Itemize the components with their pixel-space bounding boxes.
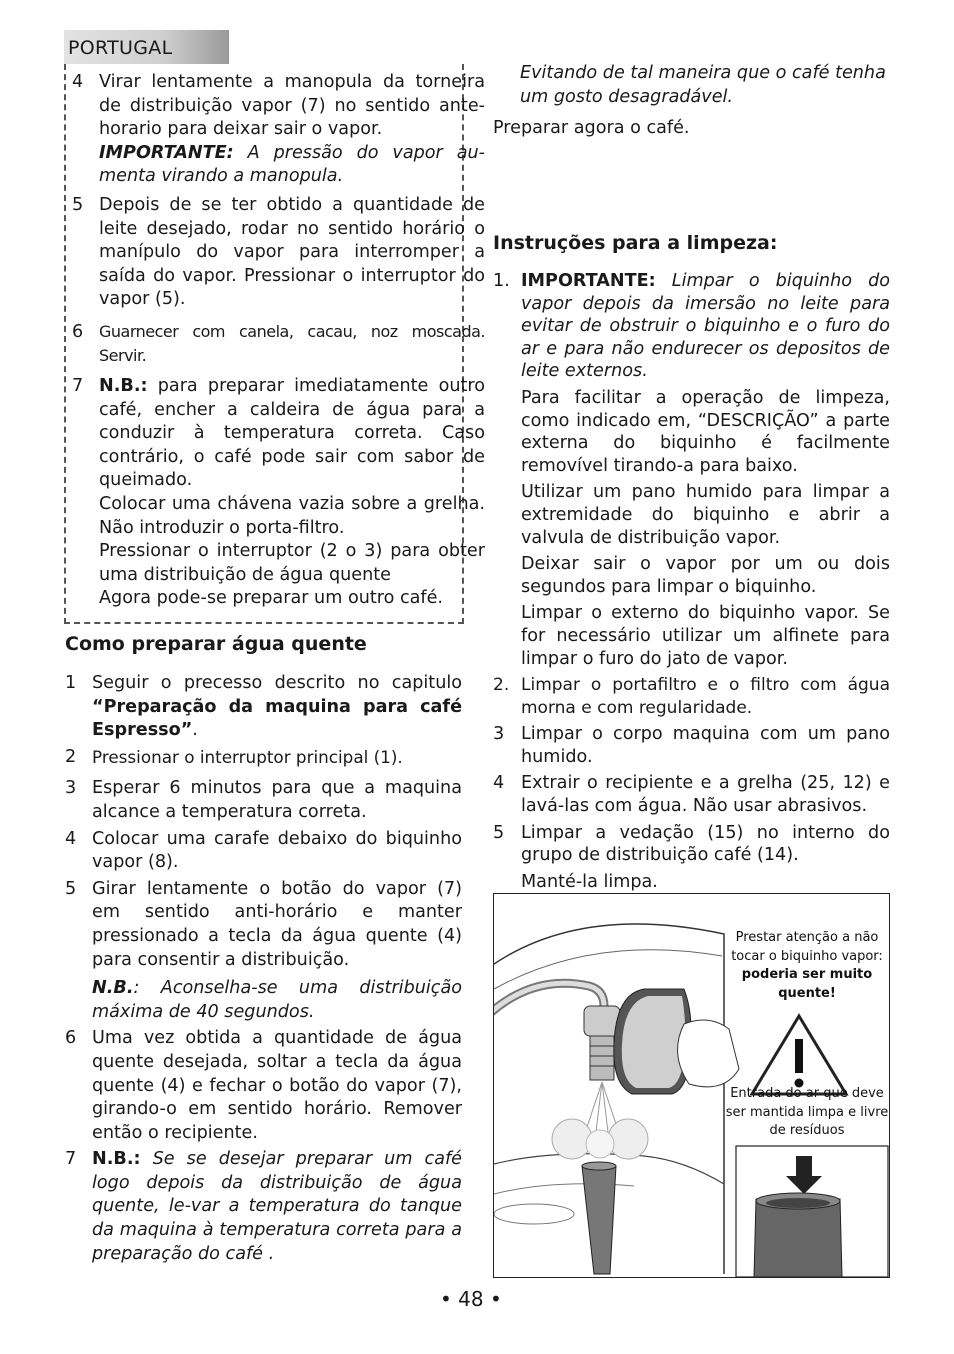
milk-steps-box: [64, 64, 485, 624]
important-text: A pressão do vapor au-menta virando a manopula.: [99, 142, 485, 187]
item-text: Depois de se ter obtido a quantidade de leite desejado, rodar no sentido horário o manípulo do vapor para interromper a saída do vapor. Pressionar o interruptor do vapor (5).: [99, 195, 485, 310]
list-item: [65, 1148, 462, 1266]
list-item: [64, 71, 485, 189]
list-item: [493, 822, 890, 894]
list-item: [493, 270, 890, 670]
item-text: Limpar a vedação (15) no interno do grupo de distribuição café (14).: [521, 822, 890, 866]
item-number: 6: [72, 322, 84, 342]
list-item: [65, 1027, 462, 1145]
item-text: Esperar 6 minutos para que a maquina alcance a temperatura correta.: [92, 778, 462, 822]
caption-air-inlet: Entrada do ar que deve ser mantida limpa e livre de resíduos: [725, 1086, 889, 1138]
item-text: Guarnecer com canela, cacau, noz moscada. Servir.: [99, 322, 485, 365]
list-item: [493, 772, 890, 817]
cleaning-list: [493, 270, 890, 893]
nb-text: : Aconselha-se uma distribuição máxima de 40 segundos.: [92, 978, 462, 1022]
chapter-ref: “Preparação da maquina para café Espresso”: [92, 696, 462, 741]
caption-bold: poderia ser muito quente!: [741, 967, 873, 1001]
caption-warning: [726, 929, 888, 1003]
list-item: [64, 320, 485, 368]
item-number: 4: [65, 828, 77, 849]
important-text: Limpar o biquinho do vapor depois da imersão no leite para evitar de obstruir o biquinho e o furo do ar e para não endurecer os depositos de leite externos.: [521, 271, 890, 382]
item-number: 4: [72, 72, 84, 92]
item-paragraph: Manté-la limpa.: [521, 871, 658, 892]
important-label: IMPORTANTE:: [99, 142, 234, 163]
section-heading: Como preparar água quente: [65, 633, 367, 655]
list-item: [65, 828, 462, 875]
list-item: [65, 878, 462, 1025]
nb-label: N.B.: [92, 978, 134, 999]
item-text: Colocar uma carafe debaixo do biquinho vapor (8).: [92, 828, 462, 873]
list-item: [493, 723, 890, 768]
item-number: 7: [65, 1149, 77, 1170]
hot-water-section: [65, 633, 462, 657]
item-paragraph: Colocar uma chávena vazia sobre a grelha. Não introduzir o porta-filtro.: [99, 493, 485, 538]
item-number: 7: [72, 376, 84, 396]
nb-label: N.B.:: [99, 376, 148, 396]
nb-text: para preparar imediatamente outro café, encher a caldeira de água para a conduzir à temperatura correta. Caso contrário, o café pode sair com sabor de queimado.: [99, 376, 485, 491]
item-number: 5: [493, 822, 505, 843]
item-number: 2: [65, 746, 77, 767]
cleaning-illustration: [493, 893, 890, 1278]
list-item: [64, 194, 485, 312]
item-paragraph: Pressionar o interruptor (2 o 3) para obter uma distribuição de água quente: [99, 541, 485, 585]
item-text: Girar lentamente o botão do vapor (7) em sentido anti-horário e manter pressionado a tecla da água quente (4) para consentir a distribuição.: [92, 878, 462, 970]
prepare-text: Preparar agora o café.: [493, 118, 690, 138]
item-paragraph: Para facilitar a operação de limpeza, como indicado em, “DESCRIÇÃO” a parte externa do biquinho é facilmente removível tirando-a para baixo.: [521, 387, 890, 476]
item-text: Virar lentamente a manopula da torneira de distribuição vapor (7) no sentido ante-horario para deixar sair o vapor.: [99, 72, 485, 140]
item-number: 1: [65, 673, 77, 693]
italic-continuation: Evitando de tal maneira que o café tenha um gosto desagradável.: [520, 63, 886, 107]
list-item: [64, 375, 485, 611]
item-text: Seguir o precesso descrito no capitulo: [92, 673, 462, 693]
cleaning-heading: Instruções para a limpeza:: [493, 232, 778, 254]
item-paragraph: Agora pode-se preparar um outro café.: [99, 588, 444, 609]
nb-text: Se se desejar preparar um café logo depois da distribuição de água quente, le-var a temperatura do tanque da maquina à temperatura correta para a preparação do café .: [92, 1149, 462, 1264]
list-item: [65, 746, 462, 770]
item-text: Limpar o corpo maquina com um pano humido.: [521, 724, 890, 767]
hot-water-list: [65, 672, 462, 1266]
caption-text: Prestar atenção a não tocar o biquinho vapor:: [731, 930, 883, 964]
item-number: 3: [493, 724, 505, 745]
item-text: Limpar o portafiltro e o filtro com água morna e com regularidade.: [521, 675, 890, 718]
list-item: [493, 674, 890, 719]
item-text: Extrair o recipiente e a grelha (25, 12) e lavá-las com água. Não usar abrasivos.: [521, 773, 890, 817]
list-item: [65, 777, 462, 824]
item-number: 4: [493, 773, 505, 794]
item-text-end: .: [192, 720, 198, 741]
item-number: 5: [72, 195, 84, 215]
item-text: Uma vez obtida a quantidade de água quente desejada, soltar a tecla da água quente (4) e fechar o botão do vapor (7), girando-o em sentido horário. Remover então o recipiente.: [92, 1028, 462, 1143]
item-text: Pressionar o interruptor principal (1).: [92, 746, 403, 767]
item-number: 5: [65, 878, 77, 899]
page-number: • 48 •: [440, 1287, 502, 1311]
item-number: 3: [65, 778, 77, 799]
important-label: IMPORTANTE:: [521, 271, 656, 291]
list-item: [65, 672, 462, 743]
item-paragraph: Utilizar um pano humido para limpar a extremidade do biquinho e abrir a valvula de distribuição vapor.: [521, 482, 890, 548]
section-label: PORTUGAL: [64, 30, 229, 64]
item-number: 6: [65, 1028, 77, 1049]
item-number: 2.: [493, 675, 510, 696]
nb-label: N.B.:: [92, 1149, 141, 1170]
item-paragraph: Deixar sair o vapor por um ou dois segundos para limpar o biquinho.: [521, 554, 890, 597]
item-paragraph: Limpar o externo do biquinho vapor. Se for necessário utilizar um alfinete para limpar o furo do jato de vapor.: [521, 603, 890, 669]
item-number: 1.: [493, 271, 510, 291]
